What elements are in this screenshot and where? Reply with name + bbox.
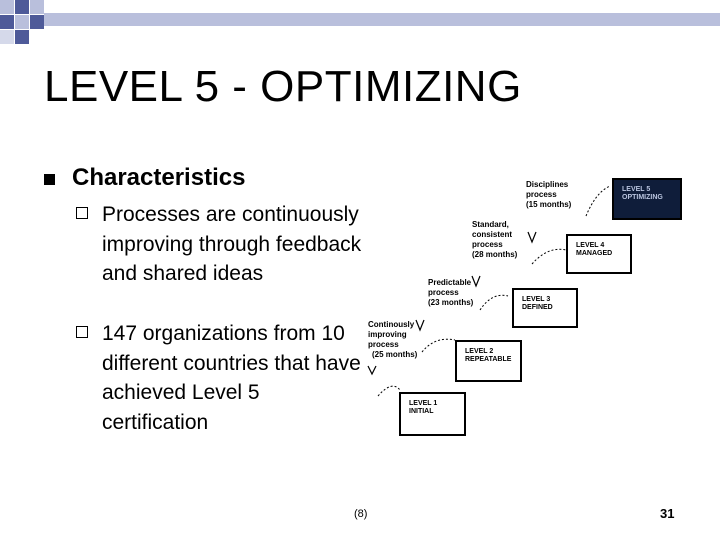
level-1-box — [399, 392, 466, 436]
subbullet-text: 147 organizations from 10 different countries that have achieved Level 5 certification — [102, 322, 361, 434]
level-name: INITIAL — [409, 408, 434, 415]
level-name: REPEATABLE — [465, 356, 512, 363]
citation: (8) — [354, 508, 368, 520]
level-name: OPTIMIZING — [622, 194, 663, 201]
level-name: DEFINED — [522, 304, 553, 311]
step-label-predictable: Predictable process (23 months) — [428, 278, 474, 307]
level-4-box — [566, 234, 632, 274]
level-3-box — [512, 288, 578, 328]
level-label: LEVEL 5 — [622, 186, 651, 193]
slide-title: LEVEL 5 - OPTIMIZING — [44, 62, 522, 111]
page-number: 31 — [660, 506, 675, 521]
subbullet-text: Processes are continuously improving through feedback and shared ideas — [102, 203, 362, 285]
level-label: LEVEL 1 — [409, 400, 438, 407]
step-label-continuous: Continously improving process (25 months) — [368, 320, 418, 359]
level-5-box — [612, 178, 682, 220]
level-2-box — [455, 340, 522, 382]
level-label: LEVEL 4 — [576, 242, 605, 249]
level-label: LEVEL 3 — [522, 296, 551, 303]
level-label: LEVEL 2 — [465, 348, 494, 355]
step-label-standard: Standard, consistent process (28 months) — [472, 220, 518, 259]
step-label-disciplines: Disciplines process (15 months) — [526, 180, 572, 209]
bullet-text: Characteristics — [72, 164, 246, 191]
level-name: MANAGED — [576, 250, 613, 257]
